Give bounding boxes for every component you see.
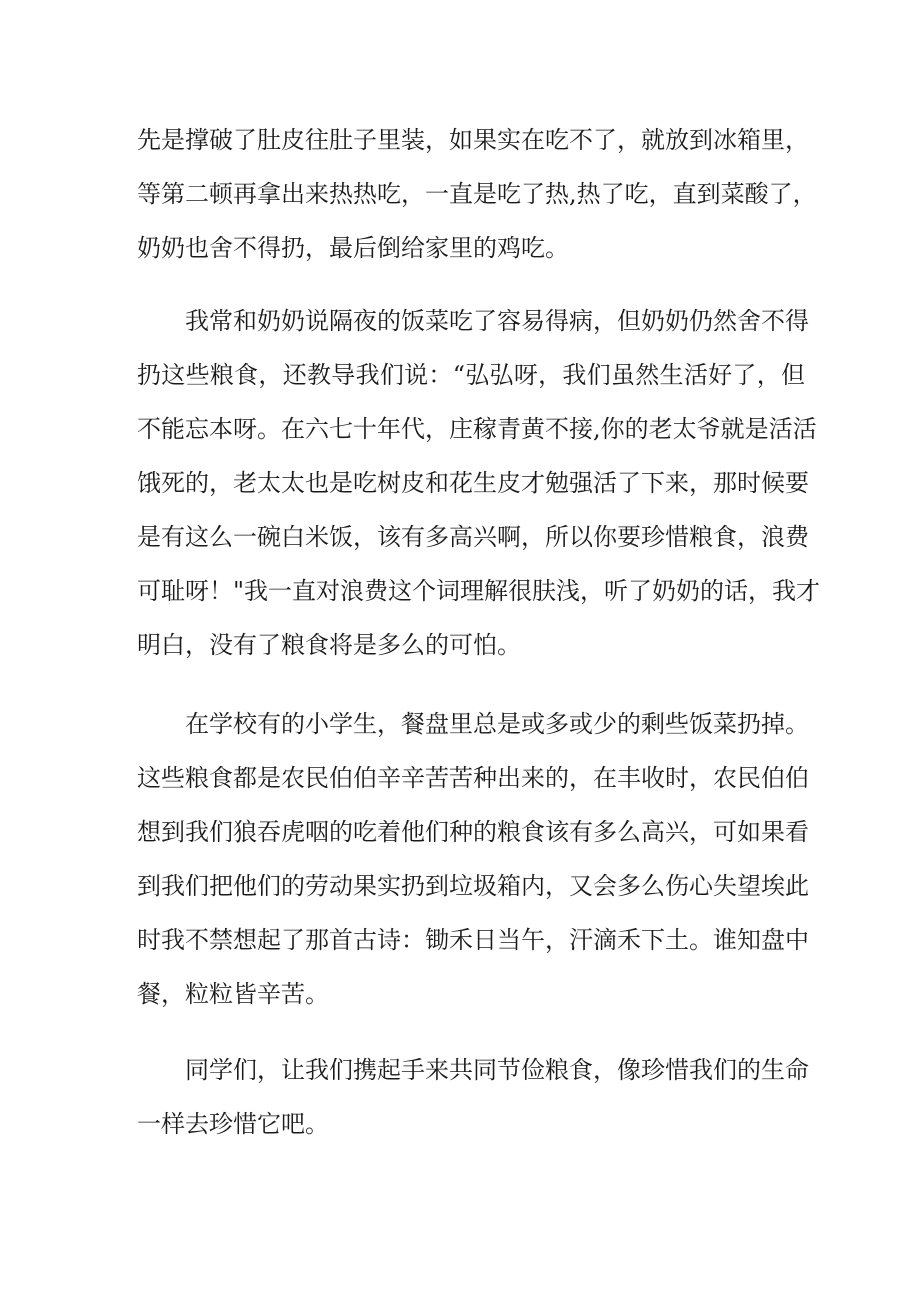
paragraph-line: 不能忘本呀。在六七十年代，庄稼青黄不接,你的老太爷就是活活 (137, 415, 817, 443)
paragraph-4 (137, 1043, 809, 1151)
paragraph-line: 想到我们狼吞虎咽的吃着他们种的粮食该有多么高兴，可如果看 (137, 818, 809, 846)
paragraph-line: 时我不禁想起了那首古诗：锄禾日当午，汗滴禾下土。谁知盘中 (137, 926, 809, 954)
paragraph-line: 在学校有的小学生，餐盘里总是或多或少的剩些饭菜扔掉。 (185, 710, 809, 738)
paragraph-line: 我常和奶奶说隔夜的饭菜吃了容易得病，但奶奶仍然舍不得 (185, 307, 809, 335)
paragraph-line: 饿死的，老太太也是吃树皮和花生皮才勉强活了下来，那时候要 (137, 469, 809, 497)
paragraph-line: 是有这么一碗白米饭，该有多高兴啊，所以你要珍惜粮食，浪费 (137, 523, 809, 551)
paragraph-line: 先是撑破了肚皮往肚子里装，如果实在吃不了，就放到冰箱里， (137, 126, 809, 154)
paragraph-2 (137, 294, 821, 672)
paragraph-line: 奶奶也舍不得扔，最后倒给家里的鸡吃。 (137, 234, 569, 262)
paragraph-line: 等第二顿再拿出来热热吃，一直是吃了热,热了吃，直到菜酸了， (137, 180, 817, 208)
paragraph-line: 明白，没有了粮食将是多么的可怕。 (137, 631, 521, 659)
paragraph-1 (137, 113, 817, 275)
paragraph-line: 可耻呀！"我一直对浪费这个词理解很肤浅，听了奶奶的话，我才 (137, 577, 821, 605)
paragraph-line: 同学们，让我们携起手来共同节俭粮食，像珍惜我们的生命 (185, 1056, 809, 1084)
paragraph-line: 餐，粒粒皆辛苦。 (137, 980, 329, 1008)
paragraph-line: 这些粮食都是农民伯伯辛辛苦苦种出来的，在丰收时，农民伯伯 (137, 764, 809, 792)
paragraph-line: 扔这些粮食，还教导我们说：“弘弘呀，我们虽然生活好了，但 (137, 361, 805, 389)
paragraph-line: 一样去珍惜它吧。 (137, 1110, 329, 1138)
paragraph-line: 到我们把他们的劳动果实扔到垃圾箱内，又会多么伤心失望埃此 (137, 872, 809, 900)
paragraph-3 (137, 697, 809, 1021)
